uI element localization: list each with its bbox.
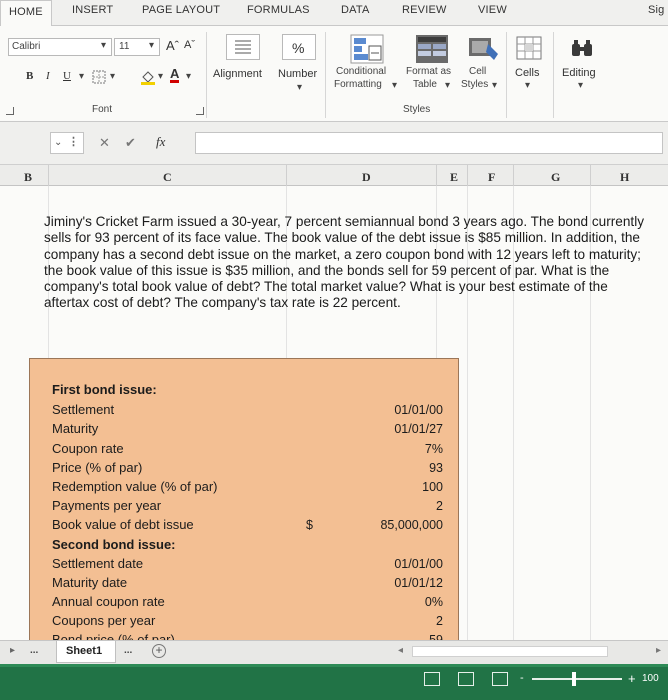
chevron-down-icon: ▾ [297,82,303,93]
shrink-font-button[interactable]: Aˇ [184,39,195,51]
chevron-down-icon: ▾ [149,40,155,51]
column-header-d[interactable]: D [362,170,371,184]
row-label-annual-coupon-rate: Annual coupon rate [52,594,165,609]
conditional-formatting-button-line2[interactable]: Formatting [334,79,382,90]
column-header-e[interactable]: E [450,170,459,184]
column-divider [590,165,591,187]
row-label-redemption-value: Redemption value (% of par) [52,479,218,494]
sheet-tab-bar [0,640,668,664]
editing-button[interactable]: Editing [562,67,596,79]
cell-payments-per-year[interactable]: 2 [436,499,443,513]
chevron-down-icon: ▾ [158,71,164,82]
cell-redemption-value[interactable]: 100 [422,480,443,494]
tab-page-layout[interactable]: PAGE LAYOUT [142,4,221,16]
column-divider [467,165,468,187]
fill-color-icon[interactable] [140,69,156,90]
cell-maturity-date[interactable]: 01/01/12 [394,576,443,590]
format-as-table-button-line2[interactable]: Table [413,79,437,90]
underline-button[interactable]: U [63,70,71,82]
chevron-down-icon: ▾ [445,80,451,91]
column-header-g[interactable]: G [551,170,561,184]
sheet-tab-sheet1[interactable]: Sheet1 [56,641,116,663]
cell-price[interactable]: 93 [429,461,443,475]
cell-coupons-per-year[interactable]: 2 [436,614,443,628]
separator [325,32,326,118]
separator [206,32,207,118]
tab-home[interactable]: HOME [0,0,52,27]
conditional-formatting-icon [350,34,384,69]
page-break-view-button[interactable] [492,672,508,686]
column-header-b[interactable]: B [24,170,33,184]
italic-button[interactable]: I [46,70,50,82]
ribbon [0,26,668,122]
cells-icon [516,36,542,65]
hscroll-left-icon[interactable]: ◂ [398,645,404,656]
normal-view-button[interactable] [424,672,440,686]
tab-review[interactable]: REVIEW [402,4,447,16]
row-label-coupons-per-year: Coupons per year [52,613,156,628]
number-label: Number [278,68,318,80]
question-text: Jiminy's Cricket Farm issued a 30-year, 7 percent semiannual bond 3 years ago. The bond currently sells for 93 percent of its face value. The book value of the debt issue is $85 million. In addition, the company has a second debt issue on the market, a zero coupon bond with 12 years left to maturity; the book value of this issue is $35 million, and the bonds sell for 59 percent of par. What is the company's total book value of debt? The total market value? What is your best estimate of the aftertax cost of debt? The company's tax rate is 22 percent. [44,214,645,311]
chevron-down-icon: ▾ [110,71,116,82]
zoom-slider-thumb[interactable] [572,672,576,686]
font-name-value: Calibri [12,41,41,52]
row-label-settlement-date: Settlement date [52,556,144,571]
styles-group-label: Styles [403,104,431,115]
worksheet-grid[interactable] [0,186,668,640]
font-color-button[interactable]: A [170,66,180,81]
chevron-down-icon: ▾ [186,71,192,82]
format-as-table-button[interactable]: Format as [406,66,452,77]
font-group-label: Font [92,104,113,115]
horizontal-scrollbar[interactable] [412,646,608,657]
zoom-in-button[interactable]: + [628,671,636,686]
chevron-down-icon: ⌄ [54,137,63,148]
insert-function-button[interactable]: fx [156,134,166,149]
number-format-button[interactable] [282,34,316,60]
font-name-select[interactable] [8,38,112,56]
column-divider [48,165,49,187]
font-size-value: 11 [119,41,130,52]
row-label-maturity: Maturity [52,421,99,436]
tab-sign-in[interactable]: Sig [648,4,665,16]
percent-icon: % [292,40,305,56]
add-sheet-button[interactable]: + [152,644,166,658]
chevron-down-icon: ▾ [578,80,584,91]
chevron-down-icon: ▾ [101,40,107,51]
column-header-f[interactable]: F [488,170,496,184]
scroll-left-icon[interactable]: ▸ [10,645,16,656]
alignment-button[interactable] [226,34,260,60]
cancel-entry-button[interactable]: ✕ [99,135,110,150]
row-label-first-bond: First bond issue: [52,382,157,397]
conditional-formatting-button[interactable]: Conditional [336,66,387,77]
cell-coupon-rate[interactable]: 7% [424,442,443,456]
borders-icon[interactable] [92,70,106,89]
cell-annual-coupon-rate[interactable]: 0% [424,595,443,609]
formula-input[interactable] [195,132,663,154]
binoculars-icon [570,38,594,63]
zoom-out-button[interactable]: - [520,672,524,684]
formula-bar [0,122,668,164]
confirm-entry-button[interactable]: ✔ [125,135,136,150]
cell-styles-button[interactable]: Cell [469,66,487,77]
row-label-book-value: Book value of debt issue [52,517,194,532]
zoom-slider-track[interactable] [532,678,622,680]
currency-symbol: $ [306,518,313,532]
cell-settlement[interactable]: 01/01/00 [394,403,443,417]
tab-insert[interactable]: INSERT [72,4,114,16]
row-label-payments-per-year: Payments per year [52,498,162,513]
zoom-level[interactable]: 100 [642,673,659,684]
column-divider [513,165,514,187]
column-divider [286,165,287,187]
chevron-down-icon: ▾ [79,71,85,82]
ribbon-tab-bar [0,0,668,26]
column-header-bar [0,164,668,186]
tab-data[interactable]: DATA [341,4,370,16]
column-header-h[interactable]: H [620,170,630,184]
separator [506,32,507,118]
column-header-c[interactable]: C [163,170,172,184]
cell-book-value[interactable]: 85,000,000 [380,518,443,532]
row-label-second-bond: Second bond issue: [52,537,176,552]
page-layout-view-button[interactable] [458,672,474,686]
format-as-table-icon [415,34,449,69]
grow-font-button[interactable]: Aˆ [166,38,179,53]
font-dialog-launcher[interactable] [196,107,204,115]
align-lines-icon [227,35,259,59]
chevron-down-icon: ▾ [492,80,498,91]
formula-bar-handle-icon[interactable]: ⋮ [68,136,79,148]
row-label-maturity-date: Maturity date [52,575,128,590]
row-label-coupon-rate: Coupon rate [52,441,124,456]
status-bar [0,664,668,700]
tab-formulas[interactable]: FORMULAS [247,4,310,16]
font-size-select[interactable] [114,38,160,56]
bold-button[interactable]: B [26,70,34,82]
separator [553,32,554,118]
cell-styles-icon [468,34,500,69]
cells-button[interactable]: Cells [515,67,540,79]
clipboard-dialog-launcher[interactable] [6,107,14,115]
chevron-down-icon: ▾ [525,80,531,91]
cell-styles-button-line2[interactable]: Styles [461,79,489,90]
cell-settlement-date[interactable]: 01/01/00 [394,557,443,571]
sheet-nav-ellipsis[interactable]: ... [30,645,39,656]
chevron-down-icon: ▾ [392,80,398,91]
row-label-price: Price (% of par) [52,460,143,475]
alignment-label: Alignment [213,68,262,80]
row-label-settlement: Settlement [52,402,115,417]
cell-maturity[interactable]: 01/01/27 [394,422,443,436]
status-accent-strip [0,664,668,667]
sheet-more-ellipsis[interactable]: ... [124,645,133,656]
tab-view[interactable]: VIEW [478,4,507,16]
column-divider [436,165,437,187]
hscroll-right-icon[interactable]: ▸ [656,645,662,656]
